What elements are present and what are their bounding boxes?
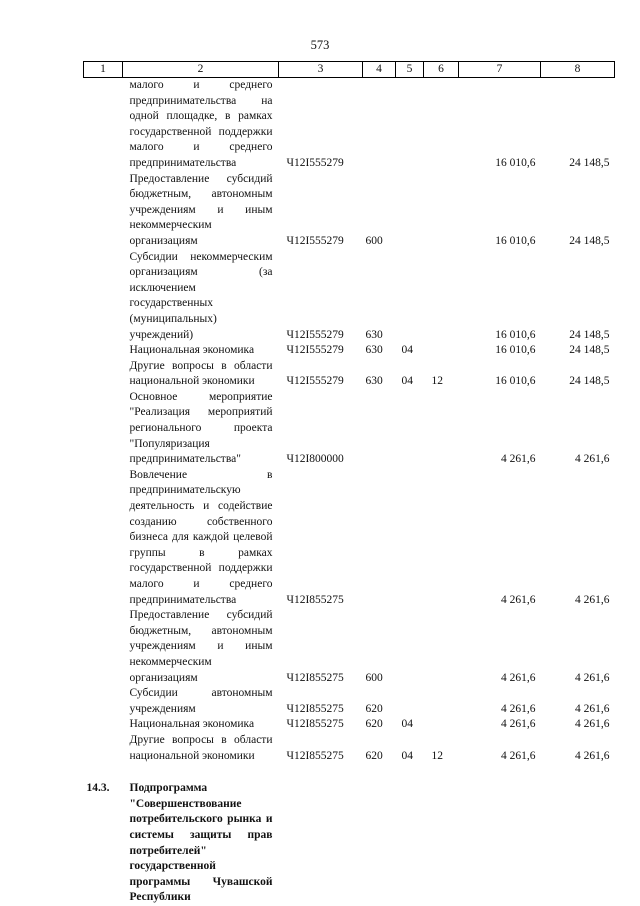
spacer-row <box>84 764 615 781</box>
row-value-1: 16 010,6 <box>495 156 536 169</box>
row-number <box>84 78 123 172</box>
row-subsection <box>424 343 459 359</box>
header-cell-2: 2 <box>123 62 279 78</box>
header-cell-6: 6 <box>424 62 459 78</box>
row-subsection <box>424 172 459 250</box>
row-subsection <box>424 468 459 608</box>
table-row <box>84 343 615 359</box>
row-value-2: 4 261,6 <box>575 718 610 731</box>
row-section <box>396 172 424 250</box>
table-row <box>84 686 615 717</box>
row-name: Субсидии некоммерческим организациям (за исключением государственных (муниципальных) учреждений) <box>129 250 273 341</box>
row-value-2: 24 148,5 <box>569 344 610 357</box>
row-section: 04 <box>401 718 413 731</box>
header-cell-1: 1 <box>84 62 123 78</box>
budget-table <box>83 61 615 906</box>
row-code: Ч12I855275 <box>286 593 344 606</box>
row-name: малого и среднего предпринимательства на одной площадке, в рамках государственной поддержки малого и среднего предпринимательства <box>129 79 273 169</box>
row-code: Ч12I555279 <box>286 375 344 388</box>
row-value-2: 4 261,6 <box>575 593 610 606</box>
spacer-cell <box>84 764 615 781</box>
row-value-1: 4 261,6 <box>501 593 536 606</box>
row-name: Предоставление субсидий бюджетным, автономным учреждениям и иным некоммерческим организациям <box>129 609 273 684</box>
header-cell-5: 5 <box>396 62 424 78</box>
row-name: Предоставление субсидий бюджетным, автономным учреждениям и иным некоммерческим организациям <box>129 172 273 247</box>
row-value-1: 16 010,6 <box>495 234 536 247</box>
row-number <box>84 686 123 717</box>
row-subsection <box>424 608 459 686</box>
row-number <box>84 717 123 733</box>
row-value-2: 24 148,5 <box>569 156 610 169</box>
row-section: 04 <box>401 375 413 388</box>
row-name: Субсидии автономным учреждениям <box>129 687 273 715</box>
row-expense-type <box>363 468 396 608</box>
row-number <box>84 343 123 359</box>
row-value-1: 4 261,6 <box>501 453 536 466</box>
row-section <box>396 608 424 686</box>
row-subsection <box>424 686 459 717</box>
header-cell-8: 8 <box>541 62 615 78</box>
row-value-2: 24 148,5 <box>569 375 610 388</box>
row-expense-type: 630 <box>365 344 383 357</box>
row-code: Ч12I855275 <box>286 718 344 731</box>
row-section: 04 <box>401 749 413 762</box>
row-expense-type: 600 <box>365 234 383 247</box>
table-row <box>84 359 615 390</box>
header-row <box>84 62 615 78</box>
row-number <box>84 250 123 344</box>
row-expense-type: 620 <box>365 749 383 762</box>
row-value-1: 4 261,6 <box>501 671 536 684</box>
section-row <box>84 781 615 906</box>
row-expense-type: 620 <box>365 702 383 715</box>
row-name: Национальная экономика <box>129 718 255 731</box>
row-code: Ч12I855275 <box>286 749 344 762</box>
row-value-2: 4 261,6 <box>575 749 610 762</box>
row-number <box>84 733 123 764</box>
table-row <box>84 733 615 764</box>
table-row <box>84 250 615 344</box>
row-code: Ч12I555279 <box>286 156 344 169</box>
row-subsection <box>424 78 459 172</box>
table-row <box>84 717 615 733</box>
page-number: 573 <box>310 38 330 52</box>
header-cell-4: 4 <box>363 62 396 78</box>
row-value-2: 24 148,5 <box>569 328 610 341</box>
row-code: Ч12I555279 <box>286 328 344 341</box>
row-code: Ч12I800000 <box>286 453 344 466</box>
row-expense-type: 630 <box>365 328 383 341</box>
table-row <box>84 608 615 686</box>
table-row <box>84 390 615 468</box>
row-number <box>84 172 123 250</box>
header-cell-7: 7 <box>459 62 541 78</box>
row-section <box>396 468 424 608</box>
header-cell-3: 3 <box>279 62 363 78</box>
row-section <box>396 250 424 344</box>
row-number <box>84 468 123 608</box>
row-value-2: 4 261,6 <box>575 671 610 684</box>
row-name: Вовлечение в предпринимательскую деятельность и содействие созданию собственного бизнеса для каждой целевой группы в рамках государственной поддержки малого и среднего предпринимательства <box>129 468 273 606</box>
row-number <box>84 608 123 686</box>
row-subsection <box>424 390 459 468</box>
table-row <box>84 78 615 172</box>
row-code: Ч12I555279 <box>286 234 344 247</box>
row-name: Другие вопросы в области национальной экономики <box>129 733 273 762</box>
row-number <box>84 359 123 390</box>
row-value-1: 4 261,6 <box>501 718 536 731</box>
row-number <box>84 390 123 468</box>
row-value-1: 16 010,6 <box>495 328 536 341</box>
row-section <box>396 390 424 468</box>
section-number: 14.3. <box>86 782 110 795</box>
row-code: Ч12I855275 <box>286 702 344 715</box>
row-code: Ч12I855275 <box>286 671 344 684</box>
row-value-2: 4 261,6 <box>575 702 610 715</box>
row-code: Ч12I555279 <box>286 344 344 357</box>
row-value-1: 4 261,6 <box>501 702 536 715</box>
row-subsection <box>424 250 459 344</box>
row-expense-type: 620 <box>365 718 383 731</box>
row-value-1: 16 010,6 <box>495 344 536 357</box>
row-expense-type <box>363 78 396 172</box>
row-subsection <box>424 717 459 733</box>
row-section <box>396 78 424 172</box>
row-value-2: 24 148,5 <box>569 234 610 247</box>
row-name: Основное мероприятие "Реализация мероприятий регионального проекта "Популяризация предпринимательства" <box>129 390 273 466</box>
row-name: Другие вопросы в области национальной экономики <box>129 359 273 388</box>
table-row <box>84 468 615 608</box>
row-subsection: 12 <box>431 749 443 762</box>
row-value-2: 4 261,6 <box>575 453 610 466</box>
row-expense-type: 600 <box>365 671 383 684</box>
section-title: Подпрограмма "Совершенствование потребительского рынка и системы защиты прав потребителей" государственной программы Чувашской Республики <box>129 782 273 904</box>
table-row <box>84 172 615 250</box>
row-name: Национальная экономика <box>129 344 255 357</box>
row-expense-type: 630 <box>365 375 383 388</box>
row-expense-type <box>363 390 396 468</box>
row-section <box>396 686 424 717</box>
row-subsection: 12 <box>431 375 443 388</box>
row-value-1: 4 261,6 <box>501 749 536 762</box>
row-section: 04 <box>401 344 413 357</box>
row-value-1: 16 010,6 <box>495 375 536 388</box>
